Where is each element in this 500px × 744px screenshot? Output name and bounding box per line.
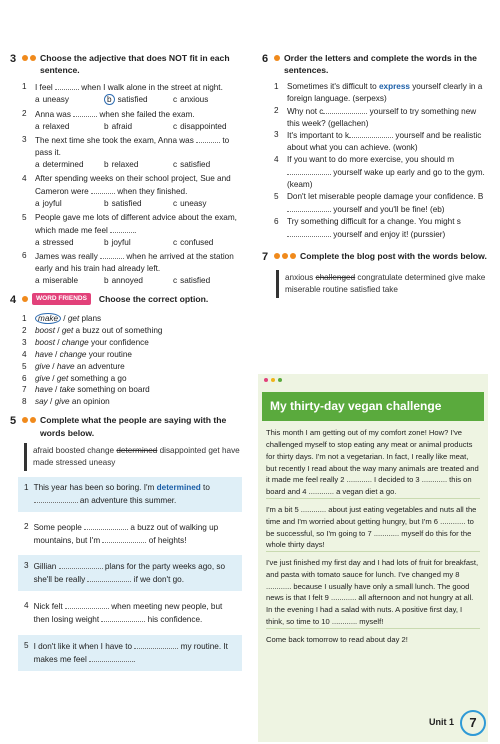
option-word: get <box>56 373 69 383</box>
item-number: 4 <box>22 174 27 184</box>
answer-blank <box>101 613 145 622</box>
option-word: change <box>61 337 89 347</box>
exercise-item <box>10 108 242 121</box>
page-footer <box>429 710 486 736</box>
exercise-6-header <box>262 52 490 77</box>
option-letter: c <box>173 237 178 247</box>
word-box-word: determined <box>404 273 446 283</box>
option-letter: c <box>173 94 178 104</box>
word-box-word: give <box>448 273 464 283</box>
exercise-item <box>262 105 490 130</box>
item-text: I don't like it when I have to my routine. It makes me feel . <box>33 642 228 664</box>
exercise-instruction: Complete the blog post with the words below. <box>300 251 487 262</box>
difficulty-dot-icon <box>274 55 280 61</box>
exercise-instruction: Order the letters and complete the words in the sentences. <box>284 53 477 76</box>
option-word: get <box>67 314 80 324</box>
item-number: 5 <box>274 191 279 201</box>
blog-paragraph: This month I am getting out of my comfort zone! How? I've challenged myself to stop eating any meat or animal products for thirty days. I'm not a vegetarian. In fact, I really like meat, but recently I read about the way many animals are treated and it made me feel really 2 ............ I decided to 3 ............ this on board and 4 ............ a vegan diet a go. <box>266 427 480 499</box>
option-word: give <box>54 397 70 407</box>
item-text: People gave me lots of different advice about the exam, which made me feel . <box>35 212 237 235</box>
exercise-item <box>10 313 242 325</box>
option-a: a uneasy <box>35 94 69 104</box>
item-number: 7 <box>22 385 27 395</box>
exercise-item <box>262 81 490 105</box>
option-a: a joyful <box>35 198 62 208</box>
answer-blank <box>287 203 331 212</box>
option-word: have <box>35 385 53 395</box>
word-box-word: made <box>33 458 54 468</box>
exercise-3-list <box>10 81 242 287</box>
word-box-word: uneasy <box>89 458 116 468</box>
speech-item <box>18 477 242 512</box>
option-c: c disappointed <box>173 121 227 131</box>
option-word: get <box>61 325 74 335</box>
item-number: 2 <box>22 108 27 118</box>
item-number: 3 <box>274 130 279 140</box>
item-text: Sometimes it's difficult to express yourself clearly in a foreign language. (serpexs) <box>287 81 483 103</box>
difficulty-dot-icon <box>22 296 28 302</box>
answer-blank <box>110 224 134 233</box>
item-text: boost / get a buzz out of something <box>35 325 163 335</box>
answer-blank <box>91 185 115 194</box>
blog-body <box>258 427 488 645</box>
speech-item <box>18 635 242 671</box>
option-word: have <box>56 361 75 371</box>
option-c: c anxious <box>173 94 209 104</box>
blog-paragraph: I've just finished my first day and I had lots of fruit for breakfast, and pasta with tomato sauce for lunch. I've changed my 8 ............ because I usually have only a small lunch. The good news is that I felt 9 ............ all afternoon and not hungry at all. In the evening I had a salad with nuts. A positive first day, I think, so time to 10 ............ myself! <box>266 557 480 629</box>
item-text: say / give an opinion <box>35 397 110 407</box>
item-number: 1 <box>274 81 279 91</box>
word-box-word: disappointed <box>159 446 207 456</box>
option-letter: a <box>35 121 40 131</box>
word-box-word: afraid <box>33 446 54 456</box>
answer-blank <box>100 250 124 259</box>
item-text: I feel when I walk alone in the street at night. <box>35 82 223 92</box>
option-letter: b <box>104 276 109 286</box>
item-number: 8 <box>22 397 27 407</box>
answer-blank <box>323 105 367 114</box>
option-c: c satisfied <box>173 276 211 286</box>
answer-blank <box>84 521 128 530</box>
exercise-number: 5 <box>10 415 17 428</box>
word-box-word: congratulate <box>357 273 403 283</box>
page-number: 7 <box>460 710 486 736</box>
option-letter: b <box>104 121 109 131</box>
answer-options <box>10 237 242 249</box>
item-text: Try something difficult for a change. You might s yourself and enjoy it! (purssier) <box>287 216 461 239</box>
blog-dots-icon <box>258 374 488 386</box>
option-letter: c <box>173 121 178 131</box>
answer-blank <box>73 108 97 117</box>
item-number: 4 <box>24 601 29 611</box>
option-word: say <box>35 397 48 407</box>
item-number: 6 <box>22 373 27 383</box>
option-a: a miserable <box>35 276 79 286</box>
option-a: a relaxed <box>35 121 70 131</box>
option-c: c satisfied <box>173 160 211 170</box>
word-box-word: change <box>87 446 115 456</box>
speech-item <box>18 555 242 591</box>
item-number: 3 <box>22 135 27 145</box>
option-b: b afraid <box>104 121 133 131</box>
option-letter: b <box>104 198 109 208</box>
right-column <box>262 52 490 304</box>
word-box-word: make <box>465 273 486 283</box>
word-box-word: boosted <box>55 446 85 456</box>
exercise-5-header <box>10 414 242 439</box>
exercise-5-list <box>10 477 242 671</box>
option-word: have <box>35 349 53 359</box>
option-letter: a <box>35 237 40 247</box>
item-text: If you want to do more exercise, you should m yourself wake up early and go to the gym. (keam) <box>287 155 485 190</box>
item-number: 2 <box>274 105 279 115</box>
exercise-4-list <box>10 313 242 408</box>
exercise-item <box>262 191 490 216</box>
exercise-4-header <box>10 293 242 309</box>
word-box-word: determined <box>116 446 158 456</box>
speech-item <box>18 595 242 631</box>
item-text: boost / change your confidence <box>35 337 149 347</box>
item-text: After spending weeks on their school project, Sue and Cameron were when they finished. <box>35 174 231 197</box>
option-a: a determined <box>35 160 84 170</box>
exercise-item <box>10 250 242 275</box>
answer-options <box>10 121 242 133</box>
exercise-instruction: Complete what the people are saying with the words below. <box>40 415 227 438</box>
option-letter: b <box>104 237 109 247</box>
exercise-item <box>10 81 242 94</box>
example-answer: determined <box>156 482 201 492</box>
answer-options <box>10 198 242 210</box>
word-box-word: challenged <box>315 273 356 283</box>
option-letter: a <box>35 160 40 170</box>
exercise-item <box>262 129 490 154</box>
option-word: take <box>59 385 76 395</box>
left-column <box>10 52 242 671</box>
exercise-3-header <box>10 52 242 77</box>
exercise-number: 3 <box>10 53 17 65</box>
option-b: b satisfied <box>104 198 142 208</box>
item-number: 5 <box>22 361 27 371</box>
word-friends-badge: WORD FRIENDS <box>32 293 91 304</box>
item-text: Nick felt when meeting new people, but then losing weight his confidence. <box>33 602 223 625</box>
blog-post <box>258 374 488 742</box>
word-box-word: routine <box>322 285 348 295</box>
item-text: Anna was when she failed the exam. <box>35 109 195 119</box>
option-b: b joyful <box>104 237 131 247</box>
difficulty-dots-icon <box>22 55 36 61</box>
option-letter: b <box>104 160 109 170</box>
option-word: boost <box>35 337 56 347</box>
item-number: 1 <box>24 482 29 492</box>
exercise-item <box>10 134 242 159</box>
exercise-number: 6 <box>262 53 269 65</box>
exercise-item <box>10 337 242 349</box>
item-text: give / get something a go <box>35 373 127 383</box>
word-box-word: satisfied <box>350 285 381 295</box>
item-number: 4 <box>274 155 279 165</box>
exercise-item <box>10 325 242 337</box>
answer-blank <box>196 134 220 143</box>
option-letter: c <box>173 198 178 208</box>
answer-blank <box>287 166 331 175</box>
difficulty-dots-icon <box>274 253 296 259</box>
exercise-number: 4 <box>10 294 17 307</box>
option-letter: a <box>35 276 40 286</box>
option-c: c confused <box>173 237 214 247</box>
exercise-item <box>10 212 242 237</box>
item-number: 1 <box>22 314 27 324</box>
difficulty-dots-icon <box>22 417 36 423</box>
answer-blank <box>134 640 178 649</box>
word-box-word: get <box>208 446 220 456</box>
item-text: Don't let miserable people damage your confidence. B yourself and you'll be fine! (eb) <box>287 191 484 214</box>
exercise-item <box>10 396 242 408</box>
exercise-instruction: Choose the correct option. <box>98 294 209 305</box>
item-number: 2 <box>22 325 27 335</box>
option-word: give <box>35 361 51 371</box>
exercise-6-list <box>262 81 490 241</box>
item-text: Some people a buzz out of walking up mountains, but I'm of heights! <box>33 522 219 545</box>
answer-options <box>10 275 242 287</box>
item-number: 6 <box>274 216 279 226</box>
exercise-item <box>262 154 490 191</box>
word-box-word: take <box>382 285 398 295</box>
answer-blank <box>65 600 109 609</box>
exercise-item <box>10 349 242 361</box>
exercise-item <box>10 361 242 373</box>
answer-blank <box>87 573 131 582</box>
answer-blank <box>34 494 78 503</box>
option-letter: c <box>173 276 178 286</box>
option-b: b annoyed <box>104 276 143 286</box>
answer-blank <box>287 228 331 237</box>
item-text: The next time she took the exam, Anna was to pass it. <box>35 136 230 158</box>
item-text: make / get plans <box>35 313 101 325</box>
item-text: have / change your routine <box>35 349 132 359</box>
option-a: a stressed <box>35 237 74 247</box>
item-number: 5 <box>24 641 29 651</box>
example-answer: express <box>378 81 410 91</box>
word-box-word: anxious <box>285 273 314 283</box>
option-letter: a <box>35 94 40 104</box>
blog-paragraph: I'm a bit 5 ............ about just eating vegetables and nuts all the time and I'm worried about getting hungry, but I'm 6 ............ to be successful, so I'm going to 7 ............ myself do this for the whole thirty days! <box>266 504 480 552</box>
option-letter: a <box>35 198 40 208</box>
item-number: 6 <box>22 251 27 261</box>
unit-label: Unit 1 <box>428 717 454 728</box>
answer-options <box>10 94 242 106</box>
answer-blank <box>102 534 146 543</box>
item-number: 3 <box>22 337 27 347</box>
option-word: boost <box>35 325 56 335</box>
option-word: make <box>35 313 61 324</box>
exercise-instruction: Choose the adjective that does NOT fit in each sentence. <box>40 53 230 76</box>
option-c: c uneasy <box>173 198 207 208</box>
exercise-item <box>10 384 242 396</box>
answer-blank <box>55 81 79 90</box>
exercise-item <box>10 373 242 385</box>
item-number: 3 <box>24 561 29 571</box>
item-text: Why not c yourself to try something new this week? (gellachen) <box>287 106 477 128</box>
item-number: 5 <box>22 212 27 222</box>
item-text: James was really when he arrived at the station early and his train had already left. <box>35 252 234 274</box>
answer-blank <box>59 560 103 569</box>
option-word: give <box>35 373 51 383</box>
option-letter: b <box>104 94 115 105</box>
word-box <box>24 443 242 471</box>
word-box <box>276 270 490 298</box>
blog-title: My thirty-day vegan challenge <box>262 392 484 421</box>
item-number: 1 <box>22 81 27 91</box>
option-letter: c <box>173 160 178 170</box>
answer-options <box>10 159 242 171</box>
answer-blank <box>89 653 133 662</box>
item-number: 2 <box>24 521 29 531</box>
item-text: have / take something on board <box>35 385 150 395</box>
exercise-7-header <box>262 250 490 266</box>
item-text: give / have an adventure <box>35 361 125 371</box>
word-box-word: miserable <box>285 285 321 295</box>
exercise-item <box>10 173 242 198</box>
exercise-number: 7 <box>262 251 269 264</box>
item-text: It's important to k yourself and be realistic about what you can achieve. (wonk) <box>287 131 482 153</box>
option-word: change <box>59 349 87 359</box>
item-number: 4 <box>22 349 27 359</box>
item-text: Gillian plans for the party weeks ago, so she'll be really if we don't go. <box>33 562 226 585</box>
option-b: b satisfied <box>104 94 173 106</box>
word-box-word: have <box>221 446 240 456</box>
option-b: b relaxed <box>104 160 139 170</box>
speech-item <box>18 516 242 552</box>
exercise-item <box>262 216 490 241</box>
answer-blank <box>349 129 393 138</box>
item-text: This year has been so boring. I'm determined to an adventure this summer. <box>33 482 210 505</box>
blog-paragraph: Come back tomorrow to read about day 2! <box>266 634 408 644</box>
word-box-word: stressed <box>55 458 87 468</box>
